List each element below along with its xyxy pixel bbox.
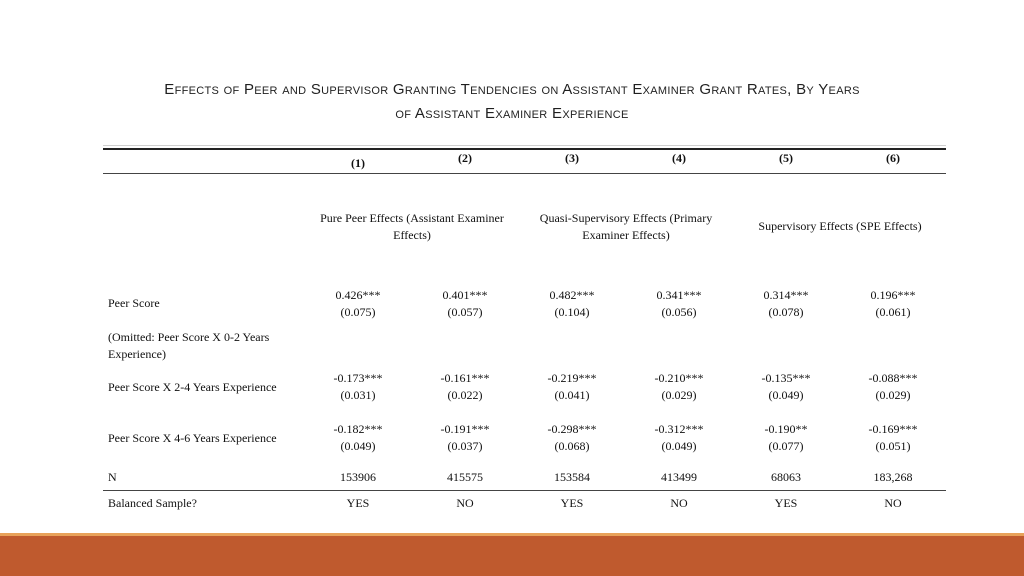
table-cell: 183,268 — [873, 470, 913, 484]
table-top-rule-light — [103, 145, 946, 146]
coef: -0.298*** — [547, 422, 597, 436]
coef: 0.401*** — [442, 288, 488, 302]
col-header-2: (2) — [458, 151, 472, 165]
std-error: (0.075) — [340, 305, 376, 319]
table-cell — [548, 370, 597, 404]
coef: 0.341*** — [656, 288, 702, 302]
col-header-1: (1) — [351, 156, 365, 170]
col-header-3: (3) — [565, 151, 579, 165]
std-error: (0.068) — [554, 439, 590, 453]
table-cell: YES — [560, 496, 584, 510]
table-cell — [765, 421, 808, 455]
std-error: (0.041) — [554, 388, 590, 402]
col-header-4: (4) — [672, 151, 686, 165]
table-cell: 153906 — [340, 470, 376, 484]
coef: -0.135*** — [761, 371, 811, 385]
table-top-rule — [103, 148, 946, 150]
omitted-line-2: Experience) — [108, 347, 166, 361]
group-header-quasi-line-2: Examiner Effects) — [582, 228, 670, 242]
table-cell: NO — [456, 496, 474, 510]
table-cell: 415575 — [447, 470, 483, 484]
std-error: (0.037) — [447, 439, 483, 453]
table-cell — [655, 421, 704, 455]
omitted-line-1: (Omitted: Peer Score X 0-2 Years — [108, 330, 270, 344]
col-header-5: (5) — [779, 151, 793, 165]
table-cell: NO — [670, 496, 688, 510]
row-label-exp-4-6: Peer Score X 4-6 Years Experience — [108, 431, 277, 445]
group-header-peer-line-1: Pure Peer Effects (Assistant Examiner — [320, 211, 504, 225]
table-cell — [764, 287, 809, 321]
std-error: (0.049) — [661, 439, 697, 453]
table-cell: 153584 — [554, 470, 590, 484]
coef: -0.219*** — [547, 371, 597, 385]
table-cell — [441, 421, 490, 455]
table-cell: 68063 — [771, 470, 801, 484]
group-header-quasi — [540, 210, 712, 244]
table-cell — [334, 421, 383, 455]
std-error: (0.022) — [447, 388, 483, 402]
std-error: (0.051) — [875, 439, 911, 453]
coef: 0.196*** — [870, 288, 916, 302]
group-header-supervisory: Supervisory Effects (SPE Effects) — [758, 219, 922, 233]
coef: -0.088*** — [868, 371, 918, 385]
table-cell — [548, 421, 597, 455]
slide-title-line-2: of Assistant Examiner Experience — [395, 105, 629, 122]
n-row-bottom-rule — [103, 490, 946, 491]
std-error: (0.078) — [768, 305, 804, 319]
group-header-peer — [320, 210, 504, 244]
row-label-exp-2-4: Peer Score X 2-4 Years Experience — [108, 380, 277, 394]
table-cell: NO — [884, 496, 902, 510]
table-cell — [441, 370, 490, 404]
footer-band — [0, 536, 1024, 576]
coef: 0.314*** — [763, 288, 809, 302]
std-error: (0.031) — [340, 388, 376, 402]
table-cell — [869, 421, 918, 455]
coef: -0.173*** — [333, 371, 383, 385]
table-cell — [550, 287, 595, 321]
coef: -0.190** — [764, 422, 808, 436]
std-error: (0.049) — [340, 439, 376, 453]
group-header-quasi-line-1: Quasi-Supervisory Effects (Primary — [539, 211, 713, 225]
table-cell: 413499 — [661, 470, 697, 484]
coef: -0.169*** — [868, 422, 918, 436]
std-error: (0.056) — [661, 305, 697, 319]
table-cell — [443, 287, 488, 321]
row-label-omitted — [108, 329, 308, 363]
header-bottom-rule — [103, 173, 946, 174]
table-cell: YES — [774, 496, 798, 510]
table-cell — [762, 370, 811, 404]
std-error: (0.029) — [875, 388, 911, 402]
table-cell — [336, 287, 381, 321]
table-cell — [869, 370, 918, 404]
col-header-6: (6) — [886, 151, 900, 165]
group-header-peer-line-2: Effects) — [393, 228, 431, 242]
coef: 0.482*** — [549, 288, 595, 302]
table-cell — [657, 287, 702, 321]
row-label-peer-score: Peer Score — [108, 296, 160, 310]
coef: -0.210*** — [654, 371, 704, 385]
std-error: (0.049) — [768, 388, 804, 402]
std-error: (0.061) — [875, 305, 911, 319]
row-label-n: N — [108, 470, 117, 484]
coef: -0.161*** — [440, 371, 490, 385]
std-error: (0.077) — [768, 439, 804, 453]
table-cell — [334, 370, 383, 404]
coef: -0.182*** — [333, 422, 383, 436]
table-cell: YES — [346, 496, 370, 510]
std-error: (0.029) — [661, 388, 697, 402]
coef: -0.312*** — [654, 422, 704, 436]
slide-title — [0, 78, 1024, 126]
coef: 0.426*** — [335, 288, 381, 302]
std-error: (0.104) — [554, 305, 590, 319]
std-error: (0.057) — [447, 305, 483, 319]
table-cell — [871, 287, 916, 321]
slide-title-line-1: Effects of Peer and Supervisor Granting Tendencies on Assistant Examiner Grant Rates, By Years — [164, 81, 860, 98]
row-label-balanced: Balanced Sample? — [108, 496, 197, 510]
coef: -0.191*** — [440, 422, 490, 436]
table-cell — [655, 370, 704, 404]
